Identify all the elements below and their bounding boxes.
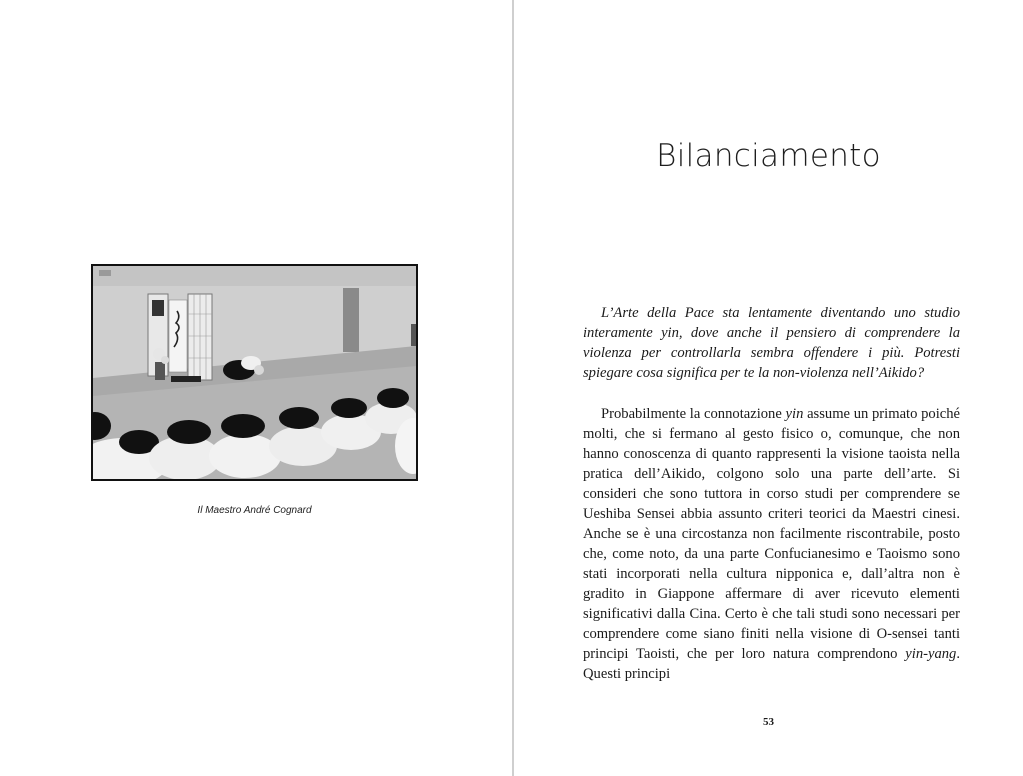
interview-question: L’Arte della Pace sta lentamente diventando uno studio interamente yin, dove anche il pensiero di comprendere la violenza per controllarla sembra offendere i più. Potresti spiegare cosa significa per te la non-violenza nell’Aikido?: [583, 305, 960, 381]
dojo-photo-image: [93, 266, 416, 479]
answer-emphasis-yin-yang: yin-yang: [905, 646, 957, 662]
answer-emphasis-yin: yin: [785, 406, 804, 422]
answer-text-3: . Questi principi: [583, 646, 960, 682]
interview-answer: [583, 404, 960, 684]
chapter-title: Bilanciamento: [656, 138, 881, 174]
photo-caption: Il Maestro André Cognard: [197, 505, 312, 516]
answer-text-2: assume un primato poiché molti, che si fermano al gesto fisico o, comunque, che non hanno conoscenza di quanto rappresenti la visione taoista nella pratica dell’Aikido, colgono solo una parte dell’arte. Si consideri che sono tuttora in corso studi per comprendere se Ueshiba Sensei abbia assunto criteri teorici da Maestri cinesi. Anche se è una circostanza non facilmente riscontrabile, posto che, come noto, da una parte Confucianesimo e Taoismo sono stati incorporati nella cultura nipponica e, dall’altra non è gradito in Giappone affermare di aver ricevuto elementi significativi dalla Cina. Certo è che tali studi sono necessari per comprendere come siano finiti nella visione di O-sensei tanti principi Taoisti, che per loro natura comprendono: [583, 406, 960, 662]
dojo-photo: [91, 264, 418, 481]
right-page: [514, 0, 1023, 776]
page-number: 53: [763, 716, 774, 728]
answer-text-1: Probabilmente la connotazione: [601, 406, 786, 422]
